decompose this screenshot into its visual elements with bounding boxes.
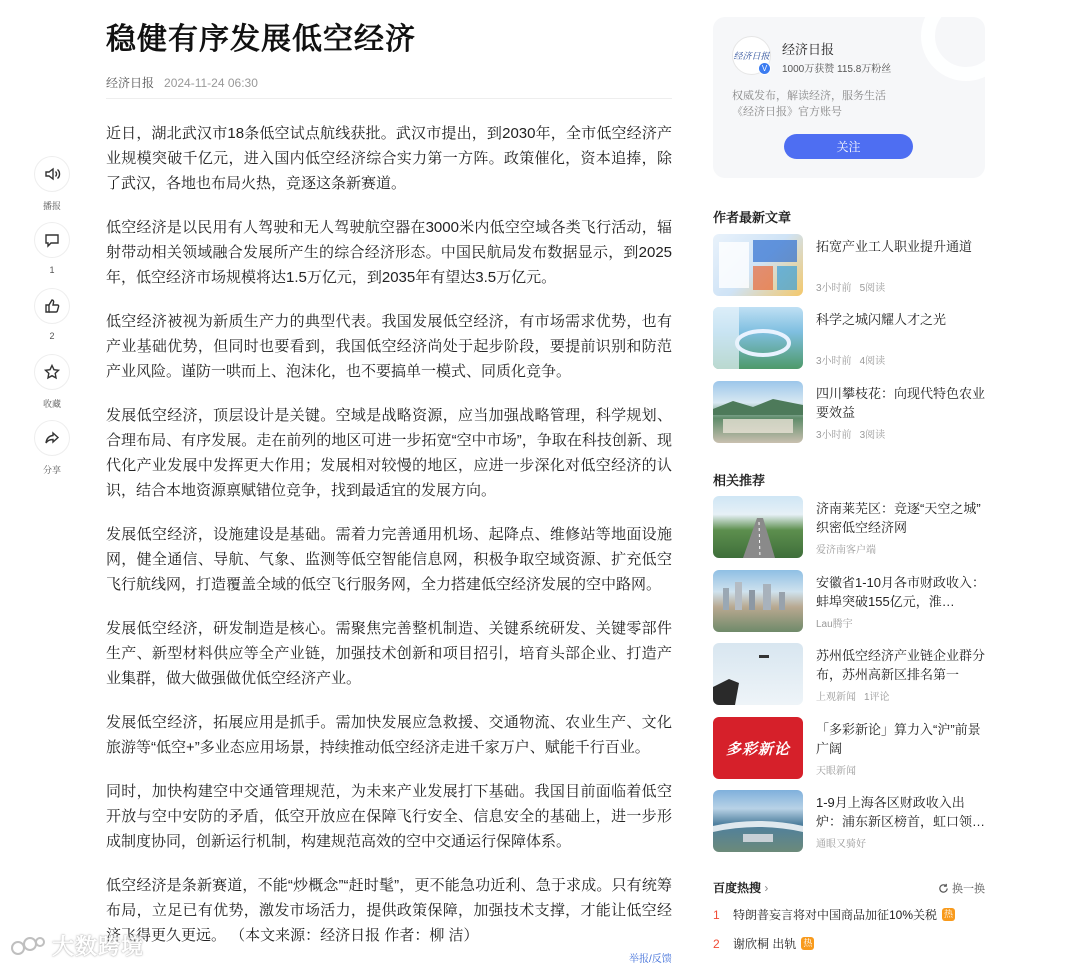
comment-count: 1 (49, 265, 55, 275)
article-title-text: 科学之城闪耀人才之光 (816, 312, 947, 327)
article-meta (106, 74, 258, 91)
hot-badge: 热 (803, 938, 813, 948)
hot-search-item[interactable] (713, 935, 814, 952)
thumbs-up-icon (43, 297, 61, 315)
article-title-text: 济南莱芜区：竞逐“天空之城” 织密低空经济网 (816, 501, 981, 535)
latest-articles-heading: 作者最新文章 (713, 210, 792, 225)
comment-button[interactable] (32, 222, 72, 288)
article-paragraph: 发展低空经济，顶层设计是关键。空域是战略资源，应当加强战略管理，科学规划、合理布局、有序发展。走在前列的地区可进一步拓宽“空中市场”，争取在科技创新、现代化产业发展中发挥更大作用；发展相对较慢的地区，应进一步深化对低空经济的认识，结合本地资源禀赋错位竞争，找到最适宜的发展方向。 (106, 407, 672, 499)
article-meta-text: 天眼新闻 (816, 766, 856, 777)
article-body (106, 121, 672, 967)
latest-article-item[interactable] (713, 381, 985, 443)
author-card (713, 17, 985, 178)
author-description (732, 88, 972, 120)
divider (106, 98, 672, 99)
watermark (10, 930, 144, 961)
share-icon (43, 429, 61, 447)
related-item[interactable] (713, 496, 985, 558)
article-meta-text: Lau腾宇 (816, 619, 853, 630)
watermark-logo-icon (10, 934, 46, 958)
article-meta-text: 3小时前 4阅读 (816, 356, 886, 367)
broadcast-label: 播报 (42, 201, 61, 211)
hot-rank: 1 (713, 907, 720, 922)
hot-title: 谢欣桐 出轨 (733, 937, 797, 951)
article-meta-text: 爱济南客户端 (816, 545, 876, 556)
hot-search-heading[interactable]: 百度热搜 › (713, 881, 769, 895)
hot-search-header (713, 879, 985, 897)
related-item[interactable] (713, 643, 985, 705)
article-thumbnail (713, 570, 803, 632)
author-name[interactable]: 经济日报 (782, 42, 835, 57)
avatar-logo-text: 经济日报 (733, 52, 770, 62)
favorite-label: 收藏 (42, 399, 61, 409)
watermark-text: 大数跨境 (52, 934, 145, 959)
latest-article-item[interactable] (713, 307, 985, 369)
article-paragraph: 低空经济是以民用有人驾驶和无人驾驶航空器在3000米内低空空域各类飞行活动，辐射带动相关领域融合发展所产生的综合经济形态。中国民航局发布数据显示，到2025年，低空经济市场规模将达1.5万亿元，到2035年有望达3.5万亿元。 (106, 219, 672, 286)
article-source[interactable]: 经济日报 (106, 76, 155, 90)
share-button[interactable] (32, 420, 72, 486)
article-paragraph: 发展低空经济，研发制造是核心。需聚焦完善整机制造、关键系统研发、关键零部件生产、新型材料供应等全产业链，加强技术创新和项目招引，培育头部企业、打造产业集群，做大做强做优低空经济产业。 (106, 620, 672, 687)
article-thumbnail (713, 381, 803, 443)
favorite-button[interactable] (32, 354, 72, 420)
article-time: 2024-11-24 06:30 (164, 76, 258, 90)
chevron-right-icon: › (764, 881, 769, 895)
speaker-icon (43, 165, 61, 183)
article-thumbnail (713, 643, 803, 705)
article-title-text: 拓宽产业工人职业提升通道 (816, 239, 973, 254)
article-thumbnail (713, 307, 803, 369)
article-title-text: 四川攀枝花：向现代特色农业要效益 (816, 386, 986, 420)
article-paragraph: 近日，湖北武汉市18条低空试点航线获批。武汉市提出，到2030年，全市低空经济产业规模突破千亿元，进入国内低空经济综合实力第一方阵。政策催化，资本追捧，除了武汉，各地也布局火热，竞逐这条新赛道。 (106, 125, 672, 192)
article-paragraph: 同时，加快构建空中交通管理规范，为未来产业发展打下基础。我国目前面临着低空开放与空中安防的矛盾，低空开放应在保障飞行安全、信息安全的基础上，进一步形成制度协同，创新运行机制，构建规范高效的空中交通运行保障体系。 (106, 783, 672, 850)
refresh-icon (938, 883, 949, 894)
article-title-text: 1-9月上海各区财政收入出炉：浦东新区榜首，虹口领… (816, 795, 986, 829)
thumbnail-text: 多彩新论 (725, 740, 790, 758)
side-toolbar (32, 156, 72, 486)
hot-search-item[interactable] (713, 906, 955, 923)
hot-badge: 热 (944, 909, 954, 919)
like-count: 2 (49, 331, 55, 341)
hot-title: 特朗普妄言将对中国商品加征10%关税 (733, 908, 938, 922)
related-heading: 相关推荐 (713, 473, 766, 488)
author-stats: 1000万获赞 115.8万粉丝 (782, 64, 892, 75)
share-label: 分享 (42, 465, 61, 475)
article-thumbnail (713, 717, 803, 779)
article-thumbnail (713, 234, 803, 296)
broadcast-button[interactable] (32, 156, 72, 222)
report-feedback-link[interactable]: 举报/反馈 (629, 954, 672, 965)
hot-rank: 2 (713, 936, 720, 951)
article-paragraph: 低空经济是条新赛道，不能“炒概念”“赶时髦”，更不能急功近利、急于求成。只有统筹布局，立足已有优势，激发市场活力，提供政策保障，加强技术支撑，才能让低空经济飞得更久更远。 （本文来源：经济日报 作者：柳 洁） (106, 877, 672, 944)
article-meta-text: 3小时前 5阅读 (816, 283, 886, 294)
article-title-text: 苏州低空经济产业链企业群分布，苏州高新区排名第一 (816, 648, 986, 682)
article-paragraph: 低空经济被视为新质生产力的典型代表。我国发展低空经济，有市场需求优势，也有产业基础优势，但同时也要看到，我国低空经济尚处于起步阶段，要提前识别和防范产业风险。谨防一哄而上、泡沫化，也不要搞单一模式、同质化竞争。 (106, 313, 672, 380)
follow-button[interactable]: 关注 (784, 134, 913, 159)
article-paragraph: 发展低空经济，设施建设是基础。需着力完善通用机场、起降点、维修站等地面设施网，健全通信、导航、气象、监测等低空智能信息网，积极争取空域资源、扩充低空飞行航线网，打造覆盖全域的低空飞行服务网，全力搭建低空经济发展的空中路网。 (106, 526, 672, 593)
refresh-button[interactable]: 换一换 (938, 880, 985, 896)
article-title: 稳健有序发展低空经济 (106, 23, 416, 56)
author-desc-line: 权威发布，解读经济，服务生活 (732, 90, 886, 102)
related-item[interactable] (713, 790, 985, 852)
star-icon (43, 363, 61, 381)
related-item[interactable] (713, 570, 985, 632)
article-title-text: 「多彩新论」算力入“沪”前景广阔 (816, 722, 981, 756)
article-meta-text: 通眼又骑好 (816, 839, 866, 850)
card-decoration (921, 17, 985, 81)
verified-badge-icon: V (758, 62, 771, 75)
comment-icon (43, 231, 61, 249)
article-title-text: 安徽省1-10月各市财政收入：蚌埠突破155亿元，淮… (816, 575, 986, 609)
related-item[interactable] (713, 717, 985, 779)
article-thumbnail (713, 496, 803, 558)
article-meta-text: 3小时前 3阅读 (816, 430, 886, 441)
author-desc-line: 《经济日报》官方账号 (732, 106, 842, 118)
like-button[interactable] (32, 288, 72, 354)
article-thumbnail (713, 790, 803, 852)
article-paragraph: 发展低空经济，拓展应用是抓手。需加快发展应急救援、交通物流、农业生产、文化旅游等“低空+”多业态应用场景，持续推动低空经济走进千家万户、赋能千行百业。 (106, 714, 672, 756)
latest-article-item[interactable] (713, 234, 985, 296)
article-meta-text: 上观新闻 1评论 (816, 692, 890, 703)
